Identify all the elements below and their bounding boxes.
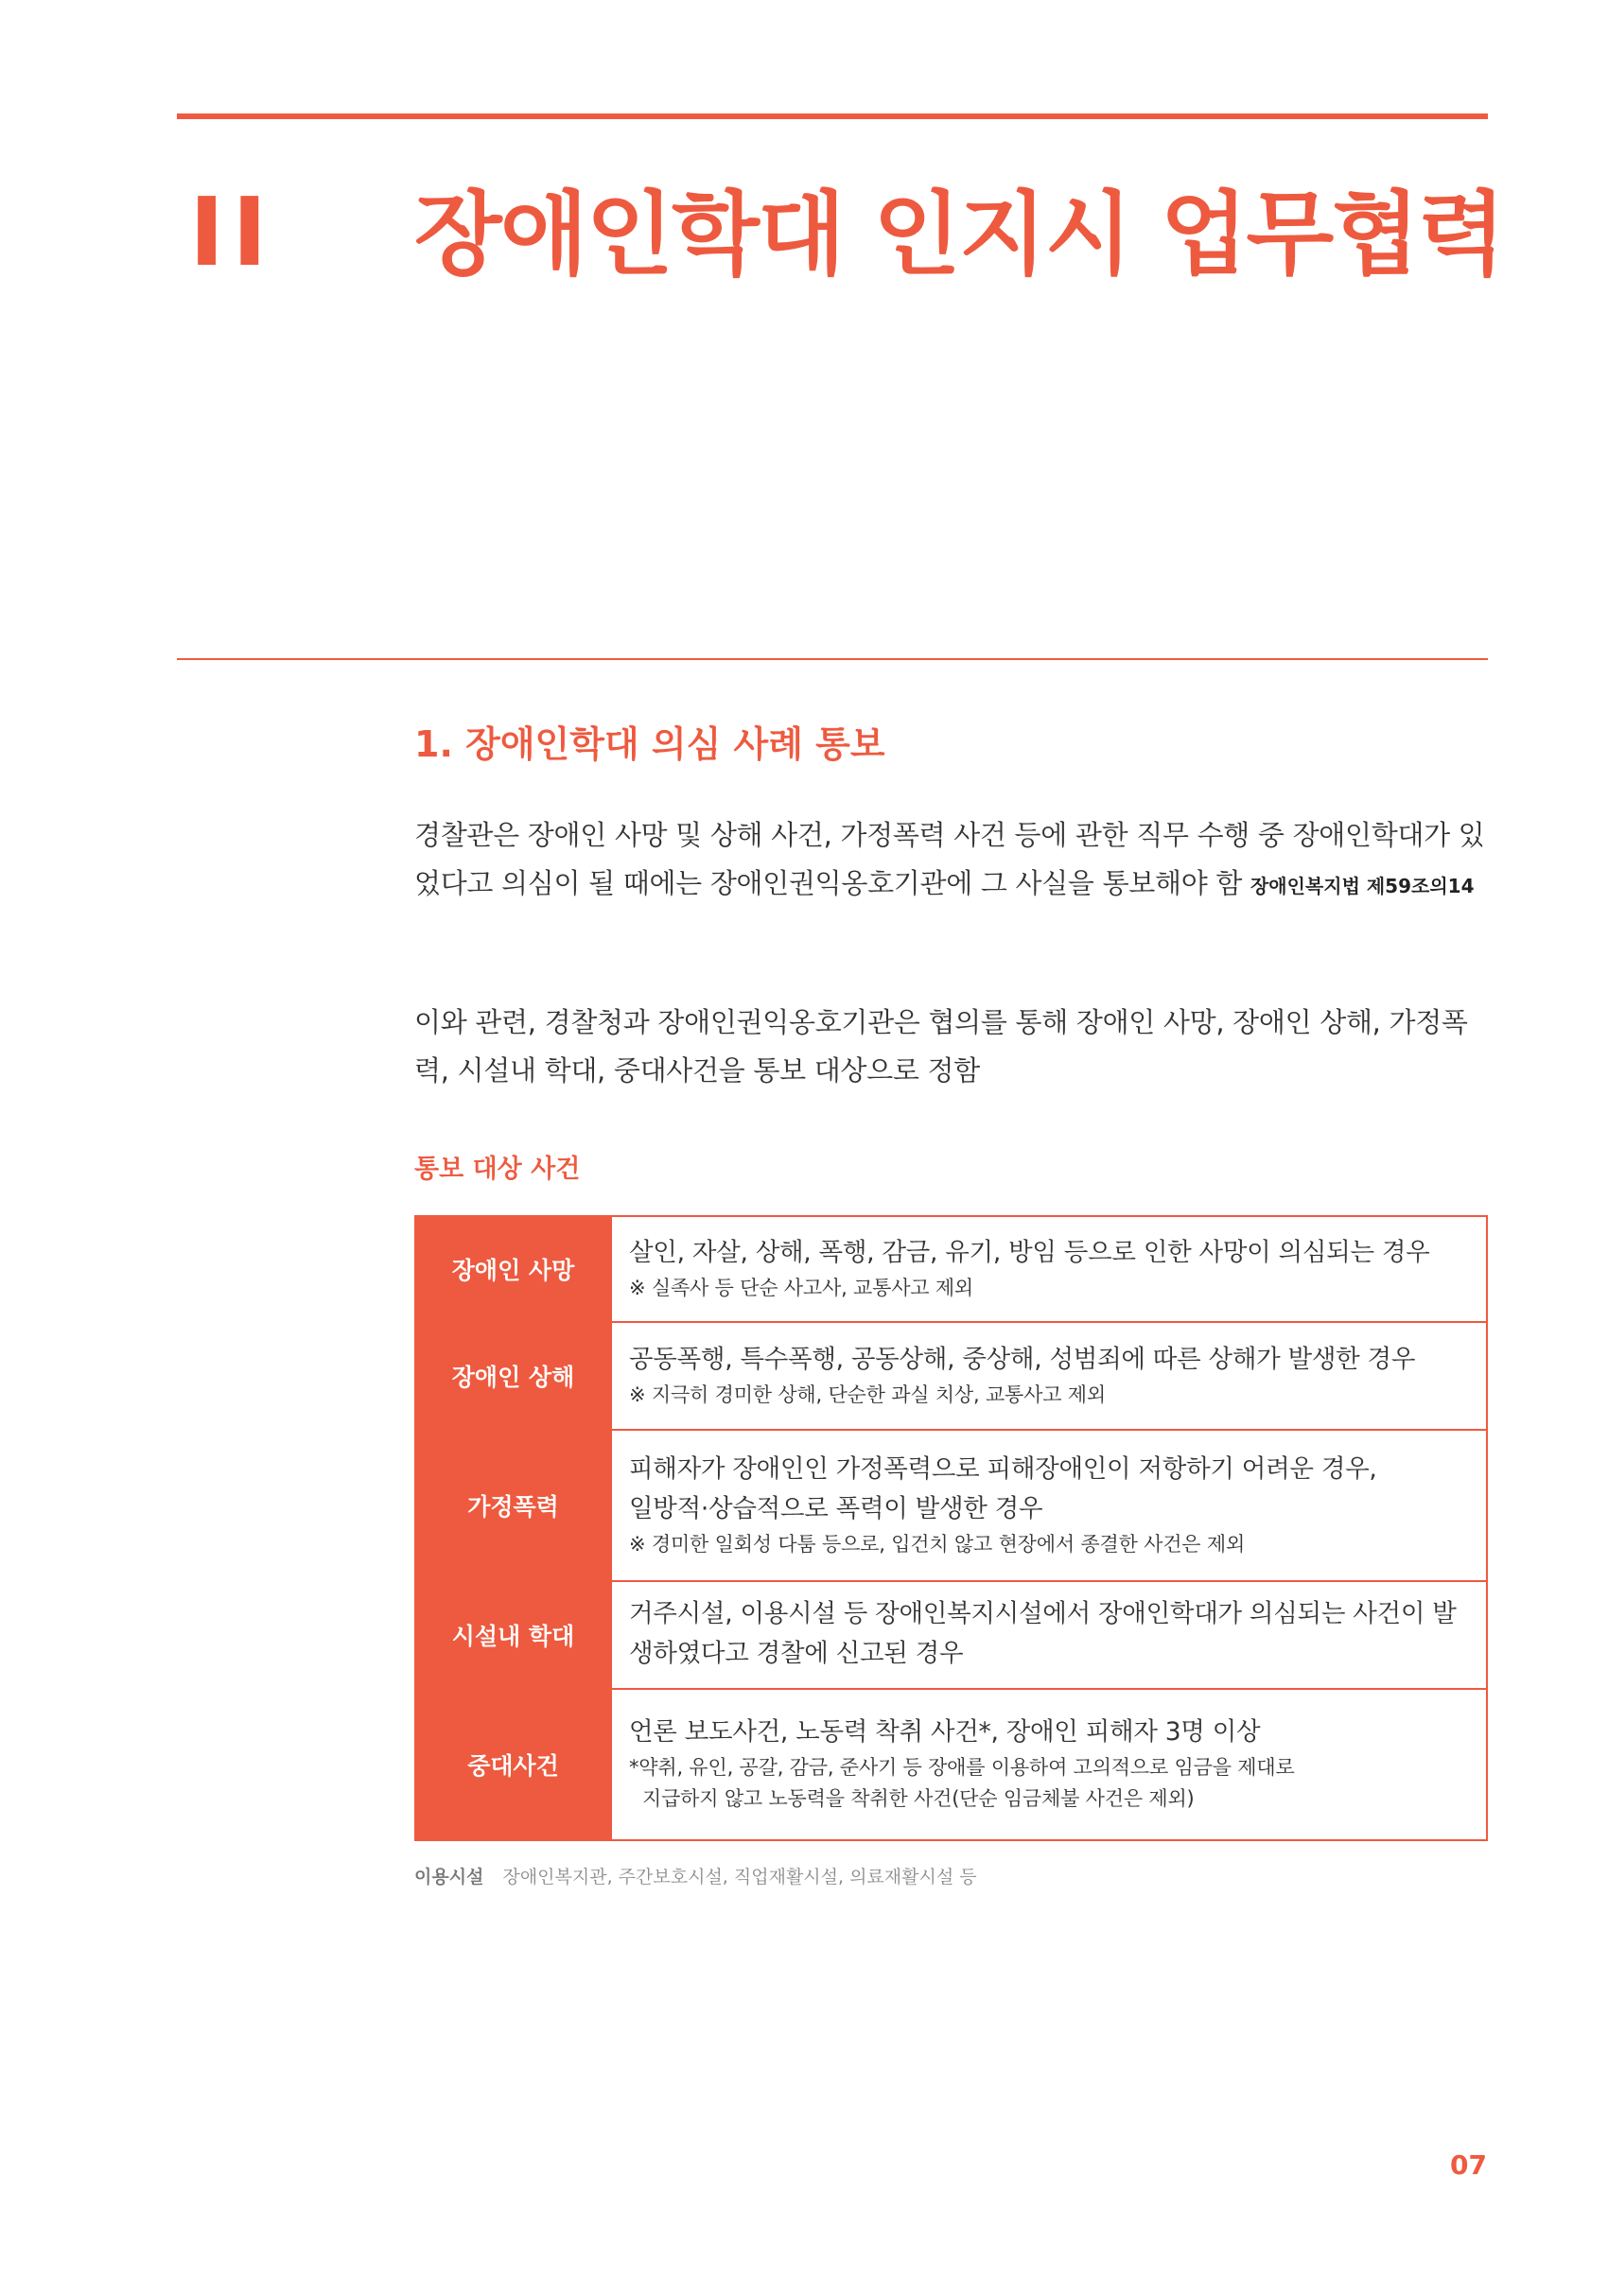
- paragraph-notification-duty: [414, 811, 1491, 911]
- paragraph-text: 경찰관은 장애인 사망 및 상해 사건, 가정폭력 사건 등에 관한 직무 수행 중 장애인학대가 있었다고 의심이 될 때에는 장애인권익옹호기관에 그 사실을 통보해야 함: [414, 819, 1485, 899]
- chapter-number: II: [189, 177, 275, 287]
- section-divider: [177, 658, 1488, 660]
- row-description: [611, 1216, 1487, 1322]
- footnote: [414, 1864, 977, 1890]
- row-description: [611, 1689, 1487, 1840]
- description-line: 공동폭행, 특수폭행, 공동상해, 중상해, 성범죄에 따른 상해가 발생한 경우: [629, 1344, 1416, 1374]
- table-row: [415, 1581, 1487, 1689]
- paragraph-agreement: 이와 관련, 경찰청과 장애인권익옹호기관은 협의를 통해 장애인 사망, 장애인 상해, 가정폭력, 시설내 학대, 중대사건을 통보 대상으로 정함: [414, 1006, 1468, 1087]
- row-category: 장애인 사망: [415, 1216, 611, 1322]
- row-description: [611, 1430, 1487, 1581]
- description-line: 언론 보도사건, 노동력 착취 사건*, 장애인 피해자 3명 이상: [629, 1717, 1261, 1747]
- footnote-term: 이용시설: [414, 1867, 484, 1887]
- description-note: ※ 실족사 등 단순 사고사, 교통사고 제외: [629, 1276, 974, 1299]
- law-citation: 장애인복지법 제59조의14: [1250, 875, 1475, 897]
- footnote-text: 장애인복지관, 주간보호시설, 직업재활시설, 의료재활시설 등: [502, 1867, 977, 1887]
- description-note: ※ 경미한 일회성 다툼 등으로, 입건치 않고 현장에서 종결한 사건은 제외: [629, 1532, 1246, 1556]
- page-number: 07: [1450, 2149, 1487, 2181]
- table-row: [415, 1689, 1487, 1840]
- description-note: ※ 지극히 경미한 상해, 단순한 과실 치상, 교통사고 제외: [629, 1383, 1106, 1406]
- description-line: 일방적·상습적으로 폭력이 발생한 경우: [629, 1493, 1043, 1523]
- table-row: [415, 1322, 1487, 1430]
- top-rule: [177, 113, 1488, 119]
- row-category: 시설내 학대: [415, 1581, 611, 1689]
- description-note: *약취, 유인, 공갈, 감금, 준사기 등 장애를 이용하여 고의적으로 임금을 제대로: [629, 1756, 1295, 1779]
- table-caption: 통보 대상 사건: [414, 1155, 581, 1184]
- description-line: 생하였다고 경찰에 신고된 경우: [629, 1639, 964, 1668]
- description-line: 거주시설, 이용시설 등 장애인복지시설에서 장애인학대가 의심되는 사건이 발: [629, 1599, 1457, 1628]
- description-line: 살인, 자살, 상해, 폭행, 감금, 유기, 방임 등으로 인한 사망이 의심되는 경우: [629, 1237, 1430, 1267]
- row-description: [611, 1581, 1487, 1689]
- description-note: 지급하지 않고 노동력을 착취한 사건(단순 임금체불 사건은 제외): [642, 1787, 1195, 1810]
- table-row: [415, 1430, 1487, 1581]
- row-category: 장애인 상해: [415, 1322, 611, 1430]
- row-description: [611, 1322, 1487, 1430]
- description-line: 피해자가 장애인인 가정폭력으로 피해장애인이 저항하기 어려운 경우,: [629, 1453, 1377, 1484]
- row-category: 중대사건: [415, 1689, 611, 1840]
- section-heading: 1. 장애인학대 의심 사례 통보: [414, 723, 885, 765]
- table-row: [415, 1216, 1487, 1322]
- notification-target-table: [414, 1215, 1488, 1841]
- row-category: 가정폭력: [415, 1430, 611, 1581]
- chapter-title: 장애인학대 인지시 업무협력: [414, 182, 1504, 287]
